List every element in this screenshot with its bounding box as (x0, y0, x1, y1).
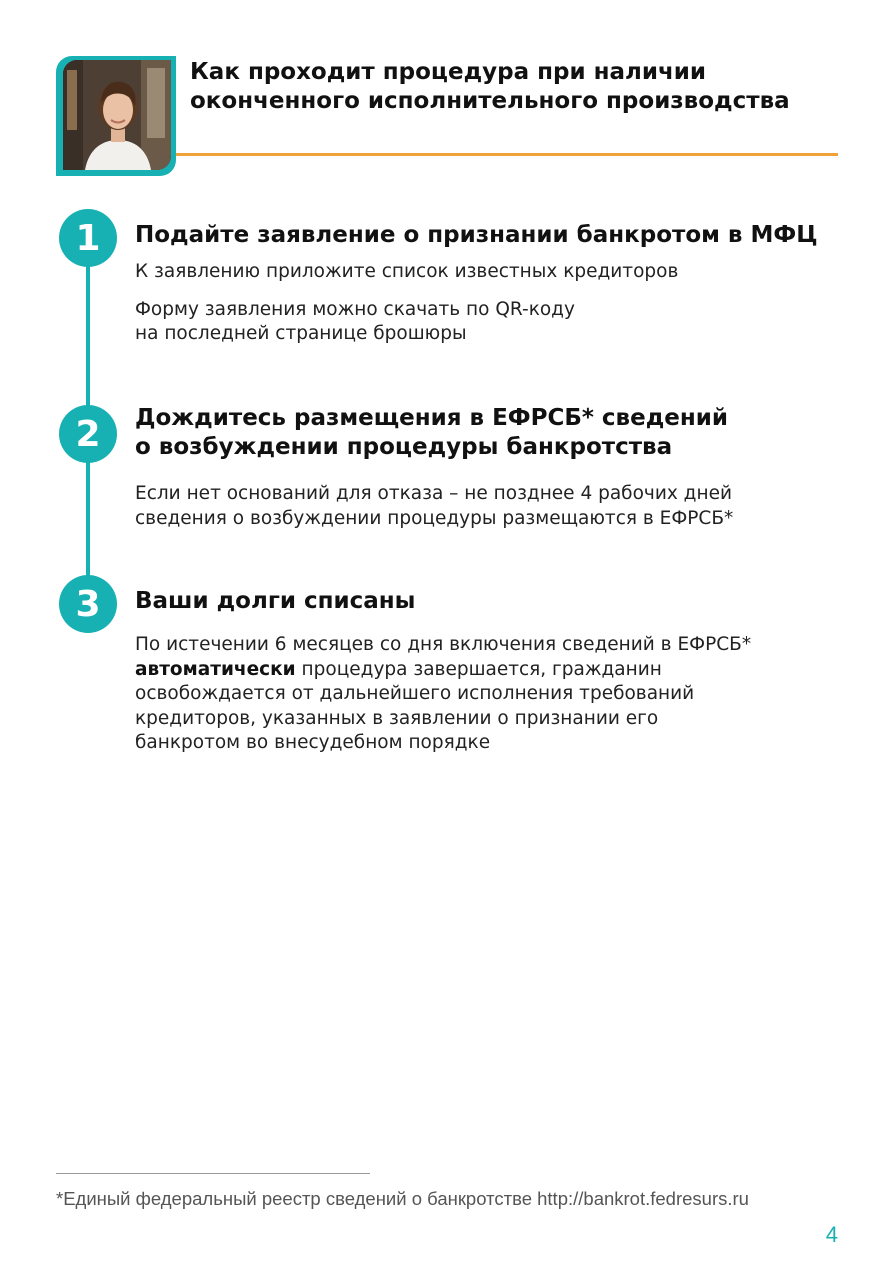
step-3-title: Ваши долги списаны (135, 588, 416, 614)
step-3-text-rest: процедура завершается, гражданин (295, 658, 662, 680)
step-2-title-line: Дождитесь размещения в ЕФРСБ* сведений (135, 405, 729, 431)
step-2-number: 2 (75, 413, 101, 455)
step-1-paragraph: Форму заявления можно скачать по QR-коду (135, 298, 575, 320)
page-title: Как проходит процедура при наличии оконченного исполнительного производства (190, 59, 790, 114)
step-3-emphasis: автоматически (135, 658, 296, 680)
step-1-text (135, 260, 855, 347)
step-2-badge (59, 405, 117, 463)
step-1-title: Подайте заявление о признании банкротом в МФЦ (135, 222, 818, 248)
step-3-number: 3 (75, 583, 101, 625)
step-3-text-line (135, 658, 855, 683)
step-2-text (135, 482, 855, 531)
footnote: *Единый федеральный реестр сведений о банкротстве http://bankrot.fedresurs.ru (56, 1188, 749, 1209)
header-underline (176, 153, 838, 156)
step-3-text-line: кредиторов, указанных в заявлении о признании его (135, 707, 659, 729)
step-1-badge (59, 209, 117, 267)
step-1-paragraph: К заявлению приложите список известных кредиторов (135, 261, 679, 282)
step-2-title (135, 404, 855, 462)
step-3-text-line: банкротом во внесудебном порядке (135, 732, 491, 753)
step-2-title-line: о возбуждении процедуры банкротства (135, 434, 673, 460)
page-number: 4 (825, 1222, 838, 1247)
step-3-text (135, 633, 855, 756)
portrait-illustration (63, 60, 171, 170)
step-2-text-line: сведения о возбуждении процедуры размещаются в ЕФРСБ* (135, 507, 734, 529)
step-3-text-line: По истечении 6 месяцев со дня включения сведений в ЕФРСБ* (135, 634, 752, 655)
step-1-paragraph: на последней странице брошюры (135, 323, 467, 344)
step-1-number: 1 (75, 217, 101, 259)
step-3-badge (59, 575, 117, 633)
step-3-text-line: освобождается от дальнейшего исполнения требований (135, 683, 695, 704)
header-photo-frame (56, 56, 176, 176)
woman-portrait-photo (63, 60, 171, 170)
footnote-divider (56, 1173, 370, 1174)
step-2-text-line: Если нет оснований для отказа – не позднее 4 рабочих дней (135, 483, 732, 504)
